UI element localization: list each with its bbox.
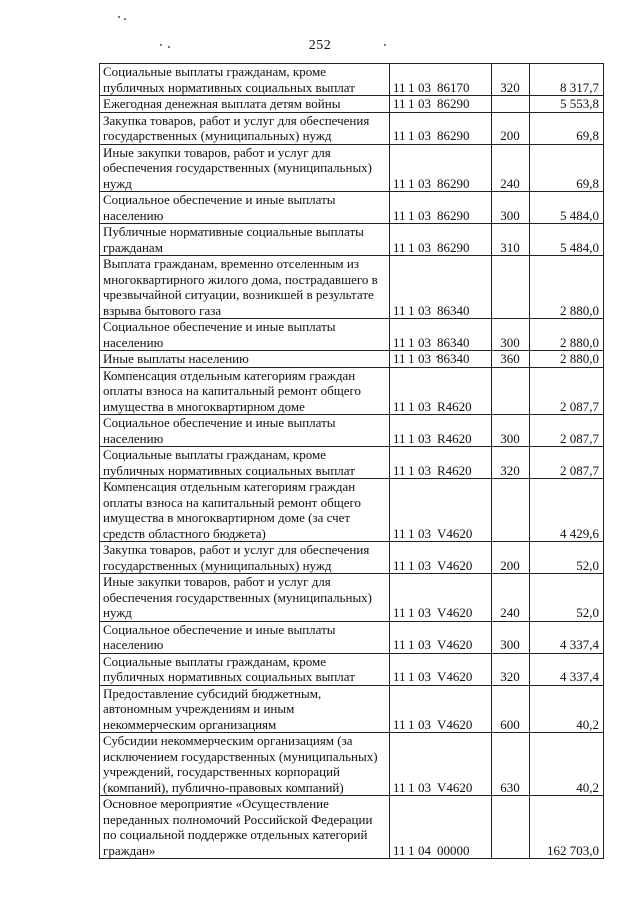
row-vr: 300 [492, 192, 530, 224]
row-sum: 2 087,7 [530, 415, 604, 447]
row-code [390, 415, 492, 447]
code-part: V4620 [437, 779, 473, 795]
row-name: Иные выплаты населению [100, 351, 390, 368]
row-sum: 4 337,4 [530, 653, 604, 685]
code-part: 11 [393, 842, 406, 858]
scan-speck [118, 16, 120, 18]
code-part: 1 [408, 842, 415, 858]
table-row [100, 574, 604, 622]
row-name: Публичные нормативные социальные выплаты гражданам [100, 224, 390, 256]
row-code [390, 542, 492, 574]
row-name: Закупка товаров, работ и услуг для обеспечения государственных (муниципальных) нужд [100, 542, 390, 574]
code-part: 03 [418, 398, 431, 414]
row-code [390, 685, 492, 733]
row-sum: 2 880,0 [530, 351, 604, 368]
code-part: 1 [408, 96, 415, 111]
row-sum: 52,0 [530, 574, 604, 622]
code-part: 1 [408, 430, 415, 446]
row-sum: 2 880,0 [530, 319, 604, 351]
row-code [390, 256, 492, 319]
table-row [100, 367, 604, 415]
code-part: 11 [393, 334, 406, 350]
row-sum: 2 880,0 [530, 256, 604, 319]
code-part: 03 [418, 525, 431, 541]
table-row [100, 653, 604, 685]
code-part: 03 [418, 175, 431, 191]
code-part: 03 [418, 334, 431, 350]
row-vr: 320 [492, 653, 530, 685]
row-sum: 40,2 [530, 733, 604, 796]
row-vr: 200 [492, 112, 530, 144]
code-part: 86340 [437, 334, 470, 350]
row-code [390, 447, 492, 479]
row-sum: 5 553,8 [530, 96, 604, 113]
row-sum: 5 484,0 [530, 224, 604, 256]
row-sum: 4 429,6 [530, 479, 604, 542]
row-sum: 69,8 [530, 144, 604, 192]
row-code [390, 367, 492, 415]
table-row [100, 447, 604, 479]
row-vr [492, 256, 530, 319]
code-part: 86290 [437, 96, 470, 111]
code-part: 03 [418, 716, 431, 732]
code-part: 11 [393, 462, 406, 478]
code-part: 1 [408, 302, 415, 318]
code-part: 11 [393, 175, 406, 191]
row-name: Субсидии некоммерческим организациям (за исключением государственных (муниципальных) учреждений, государственных корпораций (компаний), публично-правовых компаний) [100, 733, 390, 796]
row-vr: 300 [492, 415, 530, 447]
row-sum: 40,2 [530, 685, 604, 733]
row-name: Социальное обеспечение и иные выплаты населению [100, 319, 390, 351]
code-part: 1 [408, 557, 415, 573]
row-code [390, 796, 492, 859]
row-code [390, 192, 492, 224]
code-part: 11 [393, 207, 406, 223]
code-part: 03 [418, 462, 431, 478]
scan-speck [168, 46, 170, 48]
code-part: 11 [393, 351, 406, 366]
row-sum: 4 337,4 [530, 621, 604, 653]
row-sum: 2 087,7 [530, 447, 604, 479]
row-name: Ежегодная денежная выплата детям войны [100, 96, 390, 113]
row-vr [492, 96, 530, 113]
code-part: R4620 [437, 462, 472, 478]
code-part: 1 [408, 128, 415, 143]
code-part: 1 [408, 716, 415, 732]
row-name: Основное мероприятие «Осуществление переданных полномочий Российской Федерации по социальной поддержке отдельных категорий граждан» [100, 796, 390, 859]
table-row [100, 479, 604, 542]
row-name: Иные закупки товаров, работ и услуг для обеспечения государственных (муниципальных) нужд [100, 144, 390, 192]
code-part: 11 [393, 79, 406, 95]
code-part: 86340 [437, 302, 470, 318]
row-name: Закупка товаров, работ и услуг для обеспечения государственных (муниципальных) нужд [100, 112, 390, 144]
code-part: 03 [418, 605, 431, 620]
code-part: 1 [408, 462, 415, 478]
table-row [100, 542, 604, 574]
code-part: 11 [393, 525, 406, 541]
code-part: 1 [408, 779, 415, 795]
code-part: 03 [418, 302, 431, 318]
row-code [390, 621, 492, 653]
table-row [100, 685, 604, 733]
row-vr: 360 [492, 351, 530, 368]
scan-speck [124, 18, 126, 20]
table-row [100, 192, 604, 224]
code-part: 11 [393, 557, 406, 573]
code-part: 00000 [437, 842, 470, 858]
code-part: 11 [393, 779, 406, 795]
row-vr: 630 [492, 733, 530, 796]
table-row [100, 415, 604, 447]
row-vr: 600 [492, 685, 530, 733]
code-part: 03 [418, 351, 431, 366]
code-part: 04 [418, 842, 431, 858]
row-code [390, 64, 492, 96]
code-part: 1 [408, 605, 415, 620]
code-part: V4620 [437, 605, 473, 620]
page-number: 252 [308, 38, 332, 53]
code-part: 11 [393, 716, 406, 732]
row-vr [492, 796, 530, 859]
code-part: 1 [408, 79, 415, 95]
code-part: 11 [393, 128, 406, 143]
row-vr: 200 [492, 542, 530, 574]
row-name: Социальные выплаты гражданам, кроме публичных нормативных социальных выплат [100, 447, 390, 479]
row-name: Социальное обеспечение и иные выплаты населению [100, 192, 390, 224]
row-code [390, 319, 492, 351]
budget-table [99, 63, 604, 859]
table-row [100, 112, 604, 144]
row-name: Социальные выплаты гражданам, кроме публичных нормативных социальных выплат [100, 64, 390, 96]
row-code [390, 653, 492, 685]
budget-table-body [100, 64, 604, 859]
table-row [100, 319, 604, 351]
code-part: V4620 [437, 557, 473, 573]
code-part: 1 [408, 637, 415, 652]
table-row [100, 64, 604, 96]
row-name: Компенсация отдельным категориям граждан оплаты взноса на капитальный ремонт общего имущества в многоквартирном доме [100, 367, 390, 415]
code-part: 86290 [437, 175, 470, 191]
code-part: 1 [408, 239, 415, 255]
code-part: 1 [408, 398, 415, 414]
row-vr: 320 [492, 447, 530, 479]
row-vr [492, 479, 530, 542]
code-part: V4620 [437, 637, 473, 652]
code-part: 03 [418, 239, 431, 255]
code-part: 86290 [437, 128, 470, 143]
row-vr [492, 367, 530, 415]
code-part: 03 [418, 96, 431, 111]
code-part: 11 [393, 637, 406, 652]
code-part: 11 [393, 430, 406, 446]
row-sum: 2 087,7 [530, 367, 604, 415]
row-name: Компенсация отдельным категориям граждан оплаты взноса на капитальный ремонт общего имущества в многоквартирном доме (за счет средств областного бюджета) [100, 479, 390, 542]
table-row [100, 96, 604, 113]
row-vr: 320 [492, 64, 530, 96]
table-row [100, 224, 604, 256]
table-row [100, 144, 604, 192]
row-name: Иные закупки товаров, работ и услуг для обеспечения государственных (муниципальных) нужд [100, 574, 390, 622]
row-name: Предоставление субсидий бюджетным, автономным учреждениям и иным некоммерческим организациям [100, 685, 390, 733]
row-name: Социальное обеспечение и иные выплаты населению [100, 621, 390, 653]
code-part: 11 [393, 96, 406, 111]
code-part: 11 [393, 669, 406, 684]
row-name: Социальные выплаты гражданам, кроме публичных нормативных социальных выплат [100, 653, 390, 685]
code-part: 86290 [437, 239, 470, 255]
code-part: 1 [408, 334, 415, 350]
table-row [100, 351, 604, 368]
code-part: 03 [418, 79, 431, 95]
code-part: 03 [418, 637, 431, 652]
code-part: R4620 [437, 430, 472, 446]
row-code [390, 224, 492, 256]
row-sum: 69,8 [530, 112, 604, 144]
code-part: V4620 [437, 716, 473, 732]
code-part: V4620 [437, 525, 473, 541]
code-part: 1 [408, 669, 415, 684]
code-part: 86340 [437, 351, 470, 366]
row-vr: 240 [492, 144, 530, 192]
code-part: 03 [418, 669, 431, 684]
code-part: 03 [418, 430, 431, 446]
code-part: 11 [393, 302, 406, 318]
row-name: Социальное обеспечение и иные выплаты населению [100, 415, 390, 447]
row-code [390, 351, 492, 368]
row-code [390, 479, 492, 542]
code-part: 86170 [437, 79, 470, 95]
table-row [100, 256, 604, 319]
code-part: 03 [418, 128, 431, 143]
code-part: 03 [418, 557, 431, 573]
row-sum: 5 484,0 [530, 192, 604, 224]
code-part: 1 [408, 207, 415, 223]
code-part: 03 [418, 779, 431, 795]
code-part: 1 [408, 525, 415, 541]
code-part: 86290 [437, 207, 470, 223]
row-name: Выплата гражданам, временно отселенным из многоквартирного жилого дома, пострадавшего в чрезвычайной ситуации, возникшей в результате взрыва бытового газа [100, 256, 390, 319]
code-part: V4620 [437, 669, 473, 684]
row-code [390, 112, 492, 144]
row-code [390, 733, 492, 796]
scan-speck [384, 44, 386, 46]
table-row [100, 796, 604, 859]
row-code [390, 96, 492, 113]
row-sum: 52,0 [530, 542, 604, 574]
row-vr: 300 [492, 319, 530, 351]
row-vr: 300 [492, 621, 530, 653]
code-part: 1 [408, 351, 415, 366]
code-part: 03 [418, 207, 431, 223]
code-part: 11 [393, 239, 406, 255]
code-part: R4620 [437, 398, 472, 414]
code-part: 1 [408, 175, 415, 191]
row-sum: 162 703,0 [530, 796, 604, 859]
scan-speck [160, 44, 162, 46]
row-vr: 240 [492, 574, 530, 622]
code-part: 11 [393, 605, 406, 620]
row-vr: 310 [492, 224, 530, 256]
row-code [390, 574, 492, 622]
table-row [100, 733, 604, 796]
table-row [100, 621, 604, 653]
row-code [390, 144, 492, 192]
row-sum: 8 317,7 [530, 64, 604, 96]
code-part: 11 [393, 398, 406, 414]
